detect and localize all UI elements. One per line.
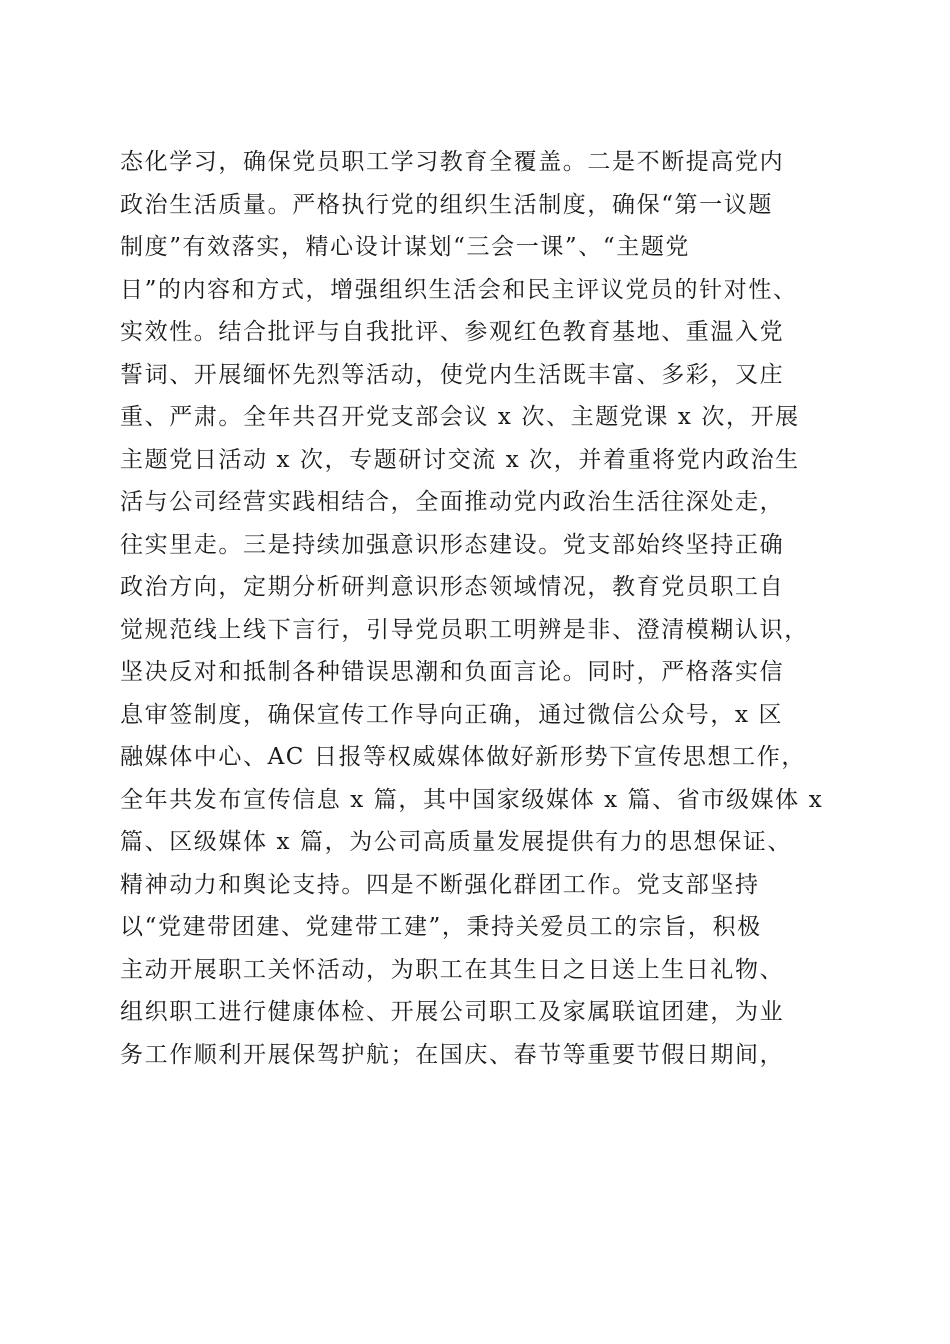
text-line: 组织职工进行健康体检、开展公司职工及家属联谊团建，为业 bbox=[120, 999, 785, 1025]
text-line: 篇、区级媒体 x 篇，为公司高质量发展提供有力的思想保证、 bbox=[120, 829, 792, 855]
text-line: 主题党日活动 x 次，专题研讨交流 x 次，并着重将党内政治生 bbox=[120, 446, 800, 473]
text-line: 坚决反对和抵制各种错误思潮和负面言论。同时，严格落实信 bbox=[120, 659, 785, 685]
text-line: 主动开展职工关怀活动，为职工在其生日之日送上生日礼物、 bbox=[120, 956, 785, 983]
text-line: 活与公司经营实践相结合，全面推动党内政治生活往深处走， bbox=[120, 489, 785, 515]
text-line: 日”的内容和方式，增强组织生活会和民主评议党员的针对性、 bbox=[120, 276, 798, 303]
text-line: 态化学习，确保党员职工学习教育全覆盖。二是不断提高党内 bbox=[120, 149, 785, 175]
text-line: 重、严肃。全年共召开党支部会议 x 次、主题党课 x 次，开展 bbox=[120, 404, 800, 430]
text-line: 实效性。结合批评与自我批评、参观红色教育基地、重温入党 bbox=[120, 319, 785, 345]
text-line: 觉规范线上线下言行，引导党员职工明辨是非、澄清模糊认识， bbox=[120, 616, 809, 643]
text-line: 往实里走。三是持续加强意识形态建设。党支部始终坚持正确 bbox=[120, 531, 785, 558]
text-line: 全年共发布宣传信息 x 篇，其中国家级媒体 x 篇、省市级媒体 x bbox=[120, 786, 824, 813]
text-line: 誓词、开展缅怀先烈等活动，使党内生活既丰富、多彩，又庄 bbox=[120, 361, 785, 388]
text-line: 精神动力和舆论支持。四是不断强化群团工作。党支部坚持 bbox=[120, 871, 760, 898]
text-line: 政治生活质量。严格执行党的组织生活制度，确保“第一议题 bbox=[120, 191, 773, 218]
text-line: 制度”有效落实，精心设计谋划“三会一课”、“主题党 bbox=[120, 234, 691, 260]
text-line: 息审签制度，确保宣传工作导向正确，通过微信公众号，x 区 bbox=[120, 701, 784, 728]
body-paragraph bbox=[120, 141, 840, 1076]
text-line: 务工作顺利开展保驾护航；在国庆、春节等重要节假日期间， bbox=[120, 1041, 785, 1068]
text-line: 政治方向，定期分析研判意识形态领域情况，教育党员职工自 bbox=[120, 574, 785, 600]
text-line: 以“党建带团建、党建带工建”，秉持关爱员工的宗旨，积极 bbox=[120, 914, 762, 940]
text-line: 融媒体中心、AC 日报等权威媒体做好新形势下宣传思想工作， bbox=[120, 744, 806, 770]
